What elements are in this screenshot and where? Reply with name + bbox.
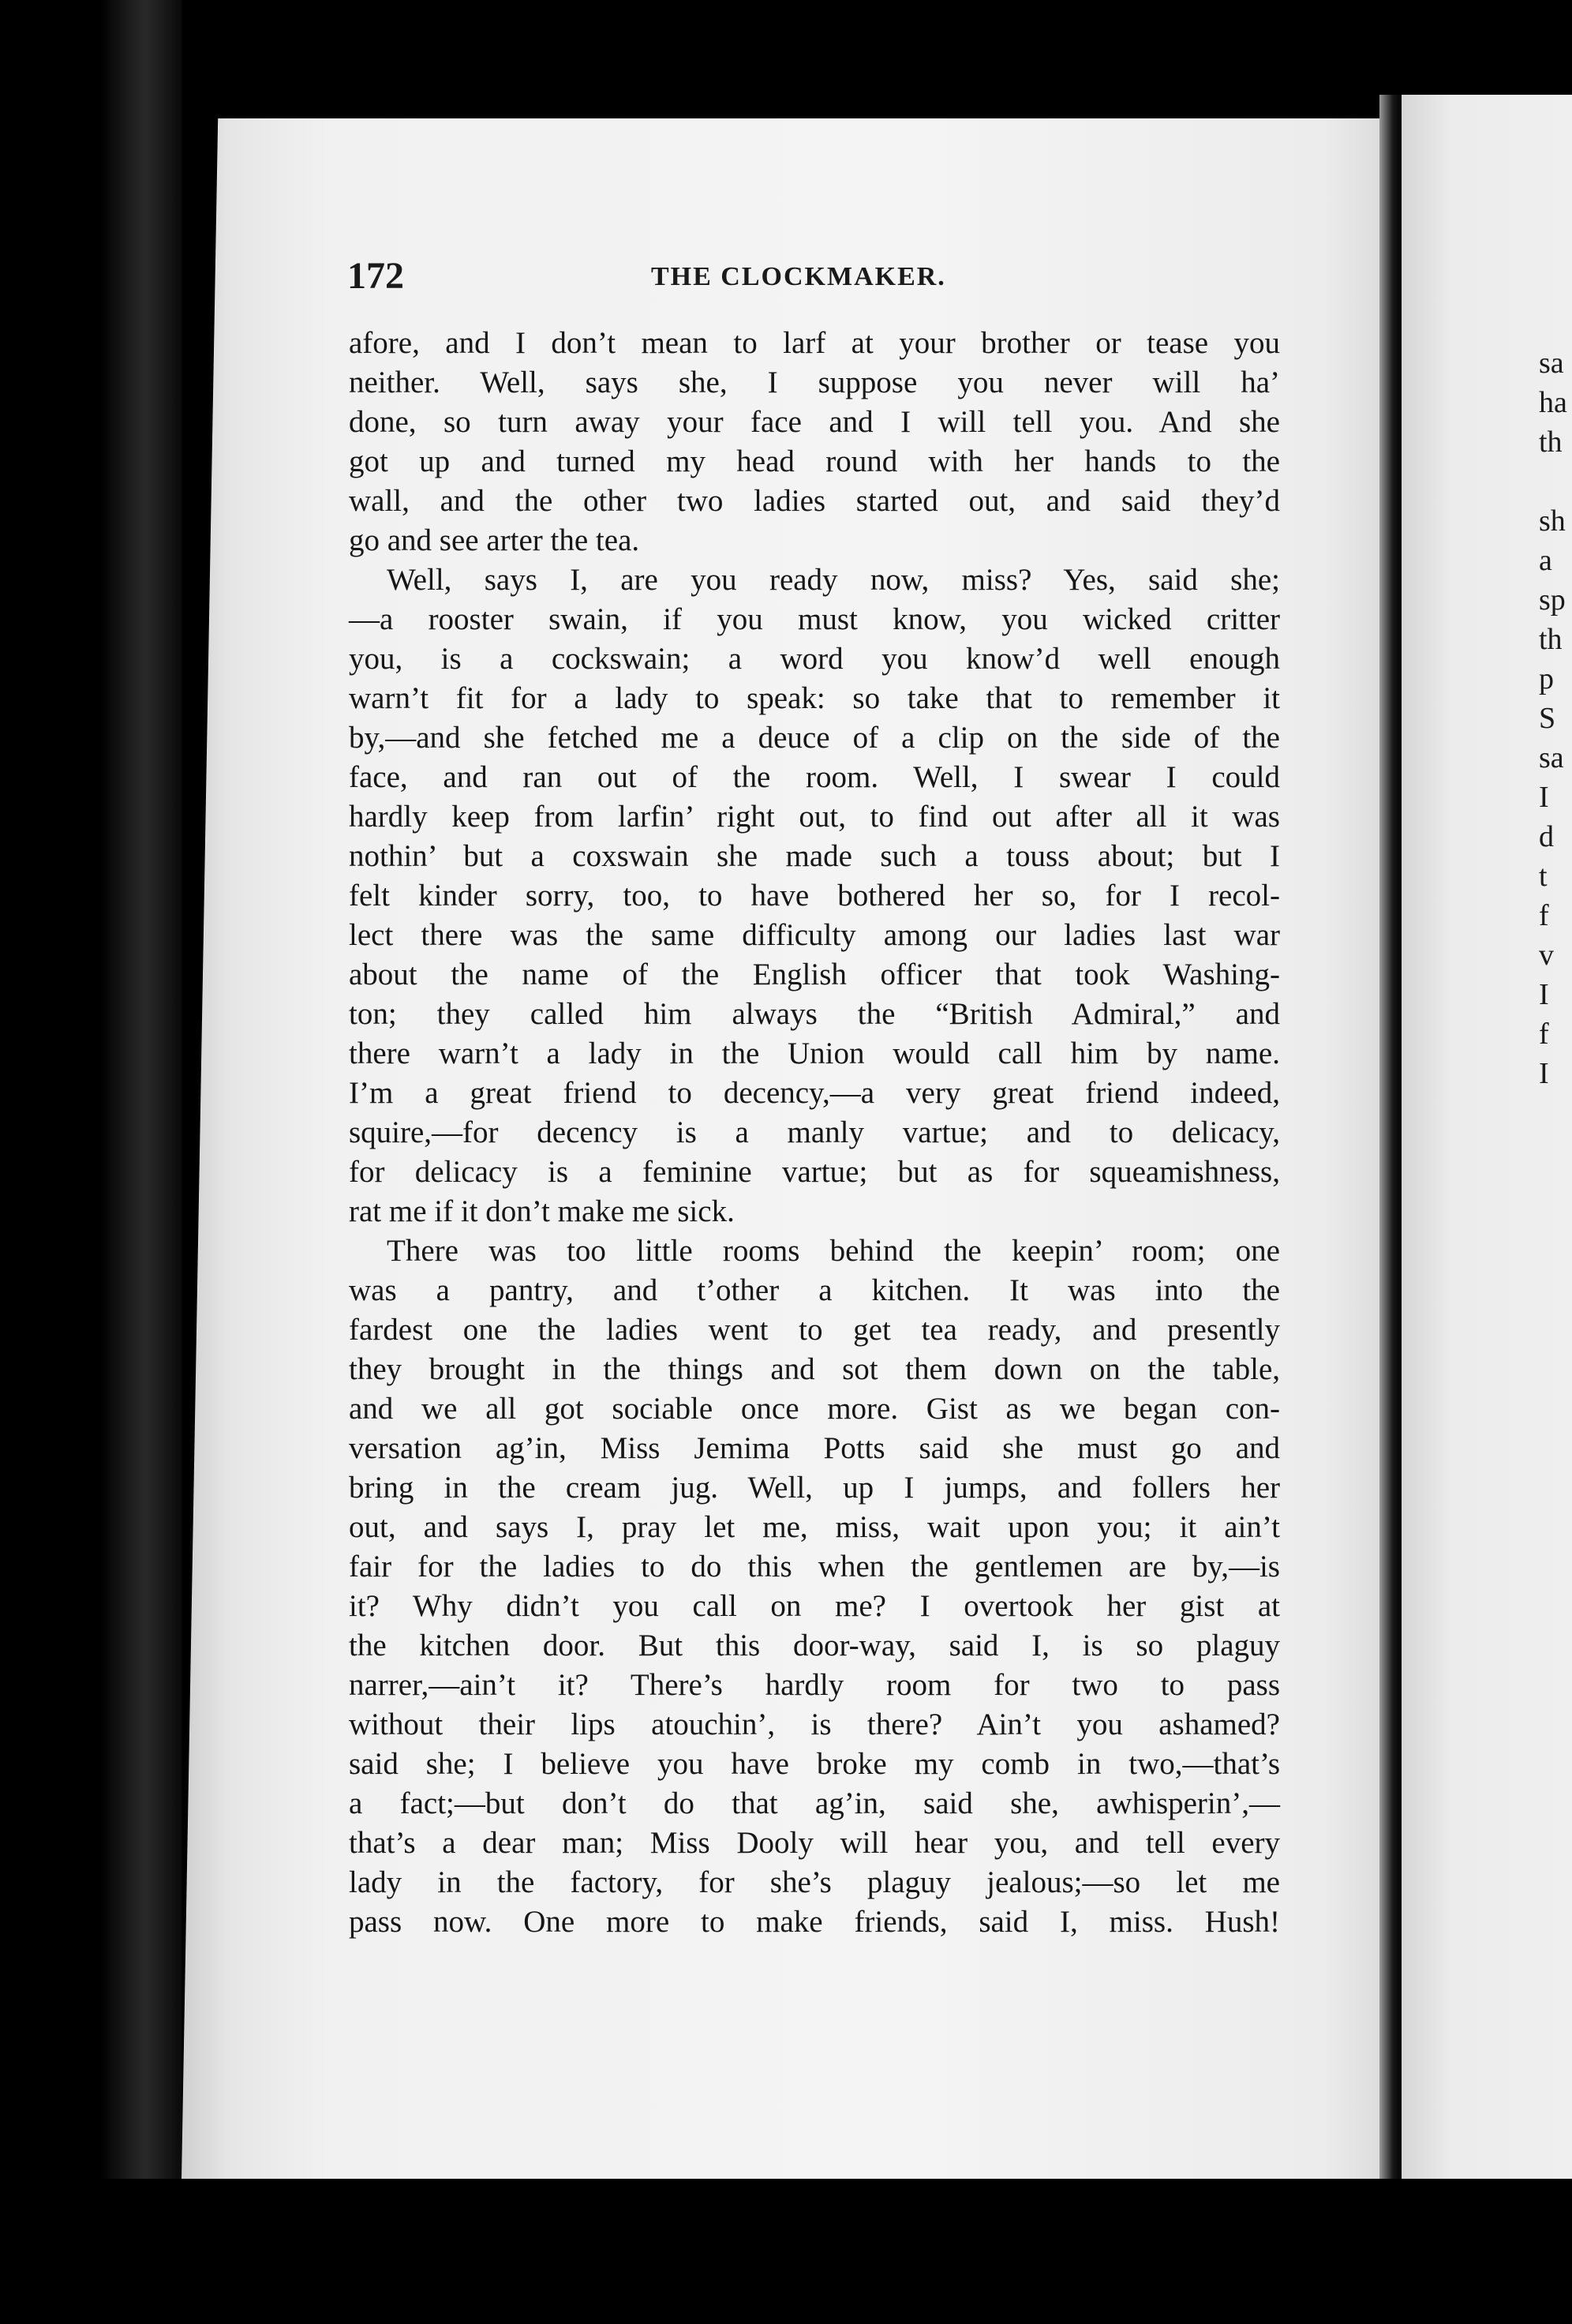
facing-page-fragment: th bbox=[1539, 623, 1563, 656]
text-line: versation ag’in, Miss Jemima Potts said she must go and bbox=[349, 1431, 1280, 1465]
text-line: There was too little rooms behind the keepin’ room; one bbox=[387, 1234, 1280, 1268]
text-line: about the name of the English officer that took Washing- bbox=[349, 958, 1280, 991]
facing-page-fragment: sh bbox=[1539, 504, 1566, 538]
text-line: the kitchen door. But this door-way, said I, is so plaguy bbox=[349, 1629, 1280, 1662]
page-header bbox=[347, 254, 1282, 302]
facing-page-fragment: f bbox=[1539, 1018, 1549, 1051]
facing-page-fragment: t bbox=[1539, 860, 1548, 893]
facing-page-fragment: ha bbox=[1539, 386, 1567, 419]
text-line: squire,—for decency is a manly vartue; and to delicacy, bbox=[349, 1115, 1280, 1149]
text-line: lect there was the same difficulty among our ladies last war bbox=[349, 918, 1280, 952]
facing-page-fragment bbox=[1539, 462, 1572, 501]
running-head: THE CLOCKMAKER. bbox=[651, 262, 946, 291]
text-line: done, so turn away your face and I will tell you. And she bbox=[349, 405, 1280, 439]
text-line: without their lips atouchin’, is there? Ain’t you ashamed? bbox=[349, 1707, 1280, 1741]
text-line: felt kinder sorry, too, to have bothered her so, for I recol- bbox=[349, 879, 1280, 913]
text-line: rat me if it don’t make me sick. bbox=[349, 1194, 735, 1228]
facing-page-fragment: I bbox=[1539, 781, 1549, 814]
text-line: bring in the cream jug. Well, up I jumps, and follers her bbox=[349, 1471, 1280, 1505]
text-line: got up and turned my head round with her hands to the bbox=[349, 444, 1280, 478]
facing-page-fragment: d bbox=[1539, 820, 1554, 853]
text-line: a fact;—but don’t do that ag’in, said she, awhisperin’,— bbox=[349, 1786, 1280, 1820]
text-line: —a rooster swain, if you must know, you wicked critter bbox=[349, 602, 1280, 636]
text-line: narrer,—ain’t it? There’s hardly room for two to pass bbox=[349, 1668, 1280, 1702]
text-line: I’m a great friend to decency,—a very great friend indeed, bbox=[349, 1076, 1280, 1110]
facing-page-fragment: a bbox=[1539, 544, 1552, 577]
text-line: hardly keep from larfin’ right out, to find out after all it was bbox=[349, 800, 1280, 834]
facing-page-fragment: I bbox=[1539, 978, 1549, 1011]
text-line: said she; I believe you have broke my comb in two,—that’s bbox=[349, 1747, 1280, 1781]
book-binding-shadow bbox=[0, 0, 182, 2324]
facing-page-fragment: p bbox=[1539, 662, 1554, 695]
facing-page-fragment: f bbox=[1539, 899, 1549, 932]
text-line: for delicacy is a feminine vartue; but as for squeamishness, bbox=[349, 1155, 1280, 1189]
page-gutter bbox=[1379, 95, 1402, 2195]
text-line: ton; they called him always the “British Admiral,” and bbox=[349, 997, 1280, 1031]
text-line: it? Why didn’t you call on me? I overtook her gist at bbox=[349, 1589, 1280, 1623]
text-line: that’s a dear man; Miss Dooly will hear you, and tell every bbox=[349, 1826, 1280, 1860]
text-line: warn’t fit for a lady to speak: so take that to remember it bbox=[349, 681, 1280, 715]
text-line: there warn’t a lady in the Union would call him by name. bbox=[349, 1036, 1280, 1070]
text-line: out, and says I, pray let me, miss, wait upon you; it ain’t bbox=[349, 1510, 1280, 1544]
text-line: pass now. One more to make friends, said I, miss. Hush! bbox=[349, 1905, 1280, 1939]
text-line: fair for the ladies to do this when the gentlemen are by,—is bbox=[349, 1550, 1280, 1584]
facing-page-text-fragments bbox=[1539, 343, 1572, 1093]
text-line: by,—and she fetched me a deuce of a clip on the side of the bbox=[349, 721, 1280, 755]
facing-page-fragment: sp bbox=[1539, 583, 1566, 617]
text-line: Well, says I, are you ready now, miss? Yes, said she; bbox=[387, 563, 1280, 597]
facing-page-fragment: sa bbox=[1539, 347, 1564, 380]
text-line: afore, and I don’t mean to larf at your brother or tease you bbox=[349, 326, 1280, 360]
facing-page-fragment: th bbox=[1539, 425, 1563, 459]
text-line: face, and ran out of the room. Well, I swear I could bbox=[349, 760, 1280, 794]
facing-page-fragment: sa bbox=[1539, 741, 1564, 774]
body-text bbox=[349, 324, 1280, 1942]
text-line: you, is a cockswain; a word you know’d well enough bbox=[349, 642, 1280, 676]
facing-page-fragment: S bbox=[1539, 702, 1556, 735]
text-line: they brought in the things and sot them down on the table, bbox=[349, 1352, 1280, 1386]
text-line: neither. Well, says she, I suppose you never will ha’ bbox=[349, 365, 1280, 399]
facing-page-fragment: I bbox=[1539, 1057, 1549, 1090]
page-number: 172 bbox=[347, 255, 404, 297]
text-line: fardest one the ladies went to get tea ready, and presently bbox=[349, 1313, 1280, 1347]
text-line: and we all got sociable once more. Gist as we began con- bbox=[349, 1392, 1280, 1426]
text-line: was a pantry, and t’other a kitchen. It was into the bbox=[349, 1273, 1280, 1307]
text-line: lady in the factory, for she’s plaguy jealous;—so let me bbox=[349, 1865, 1280, 1899]
text-line: wall, and the other two ladies started out, and said they’d bbox=[349, 484, 1280, 518]
facing-page-fragment: v bbox=[1539, 939, 1554, 972]
text-line: nothin’ but a coxswain she made such a touss about; but I bbox=[349, 839, 1280, 873]
text-line: go and see arter the tea. bbox=[349, 523, 640, 557]
scan-border-bottom bbox=[0, 2179, 1572, 2324]
